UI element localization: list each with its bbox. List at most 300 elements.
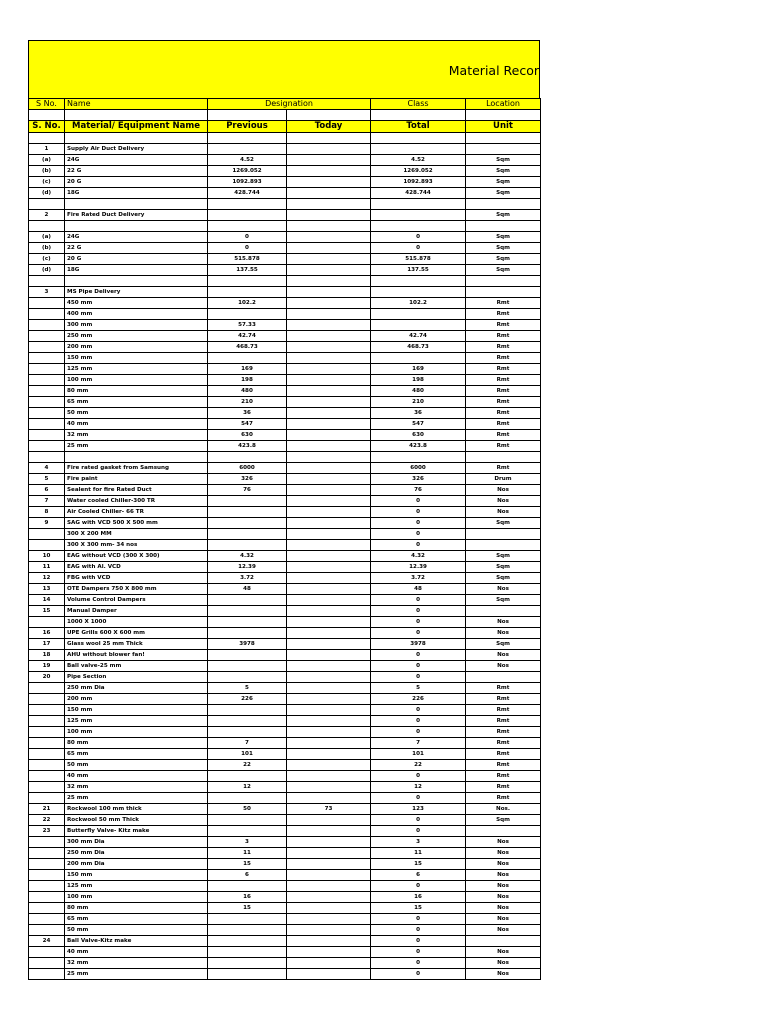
table-cell[interactable]	[287, 771, 371, 782]
table-cell[interactable]: Rmt	[466, 694, 541, 705]
table-cell[interactable]: 15	[29, 606, 65, 617]
table-cell[interactable]: 0	[371, 540, 466, 551]
table-cell[interactable]	[287, 562, 371, 573]
table-cell[interactable]: Nos	[466, 661, 541, 672]
table-cell[interactable]: 0	[371, 606, 466, 617]
table-cell[interactable]	[371, 353, 466, 364]
header-cell[interactable]: Material/ Equipment Name	[65, 121, 208, 133]
table-cell[interactable]	[29, 925, 65, 936]
table-cell[interactable]	[208, 705, 287, 716]
table-cell[interactable]: Rmt	[466, 749, 541, 760]
table-cell[interactable]	[29, 892, 65, 903]
table-cell[interactable]: 21	[29, 804, 65, 815]
table-cell[interactable]: 468.73	[371, 342, 466, 353]
table-cell[interactable]	[287, 727, 371, 738]
table-cell[interactable]: 150 mm	[65, 353, 208, 364]
table-cell[interactable]	[287, 969, 371, 980]
table-cell[interactable]: 0	[371, 595, 466, 606]
table-cell[interactable]: (a)	[29, 155, 65, 166]
table-cell[interactable]: Rmt	[466, 738, 541, 749]
table-cell[interactable]: Sqm	[466, 254, 541, 265]
table-cell[interactable]: 0	[371, 958, 466, 969]
table-cell[interactable]	[29, 859, 65, 870]
table-cell[interactable]	[287, 628, 371, 639]
table-cell[interactable]	[466, 826, 541, 837]
header-cell[interactable]: Location	[466, 99, 541, 110]
table-cell[interactable]: 48	[371, 584, 466, 595]
header-cell[interactable]: S No.	[29, 99, 65, 110]
table-cell[interactable]: Rmt	[466, 298, 541, 309]
table-cell[interactable]	[65, 133, 208, 144]
table-cell[interactable]: 428.744	[371, 188, 466, 199]
table-cell[interactable]	[287, 331, 371, 342]
table-cell[interactable]: 65 mm	[65, 749, 208, 760]
table-cell[interactable]: MS Pipe Delivery	[65, 287, 208, 298]
table-cell[interactable]: 300 X 200 MM	[65, 529, 208, 540]
table-cell[interactable]	[208, 716, 287, 727]
table-cell[interactable]	[208, 595, 287, 606]
table-cell[interactable]: Sqm	[466, 155, 541, 166]
table-cell[interactable]: Rmt	[466, 793, 541, 804]
table-cell[interactable]: 210	[371, 397, 466, 408]
table-cell[interactable]	[287, 221, 371, 232]
table-cell[interactable]	[208, 947, 287, 958]
table-cell[interactable]: 23	[29, 826, 65, 837]
table-cell[interactable]	[208, 826, 287, 837]
table-cell[interactable]	[29, 947, 65, 958]
table-cell[interactable]: 12.39	[208, 562, 287, 573]
table-cell[interactable]: 17	[29, 639, 65, 650]
table-cell[interactable]	[287, 210, 371, 221]
table-cell[interactable]: 80 mm	[65, 386, 208, 397]
table-cell[interactable]: Nos	[466, 947, 541, 958]
table-cell[interactable]: Drum	[466, 474, 541, 485]
table-cell[interactable]: Nos	[466, 903, 541, 914]
table-cell[interactable]: Nos	[466, 617, 541, 628]
table-cell[interactable]: 11	[29, 562, 65, 573]
table-cell[interactable]	[29, 353, 65, 364]
table-cell[interactable]: 101	[371, 749, 466, 760]
header-cell[interactable]: Class	[371, 99, 466, 110]
table-cell[interactable]	[287, 793, 371, 804]
table-cell[interactable]: Sqm	[466, 518, 541, 529]
table-cell[interactable]: Nos	[466, 485, 541, 496]
table-cell[interactable]: (c)	[29, 177, 65, 188]
table-cell[interactable]	[208, 210, 287, 221]
table-cell[interactable]	[287, 914, 371, 925]
table-cell[interactable]	[466, 199, 541, 210]
table-cell[interactable]: 300 mm	[65, 320, 208, 331]
table-cell[interactable]: 18G	[65, 188, 208, 199]
header-cell[interactable]: Total	[371, 121, 466, 133]
table-cell[interactable]	[208, 925, 287, 936]
table-cell[interactable]: 42.74	[371, 331, 466, 342]
table-cell[interactable]: 7	[29, 496, 65, 507]
table-cell[interactable]	[287, 672, 371, 683]
table-cell[interactable]: 400 mm	[65, 309, 208, 320]
table-cell[interactable]	[208, 969, 287, 980]
table-cell[interactable]	[208, 507, 287, 518]
table-cell[interactable]	[208, 727, 287, 738]
table-cell[interactable]	[287, 364, 371, 375]
table-cell[interactable]	[287, 529, 371, 540]
table-cell[interactable]: Rmt	[466, 386, 541, 397]
table-cell[interactable]: 6	[371, 870, 466, 881]
table-cell[interactable]	[287, 595, 371, 606]
table-cell[interactable]: Ball valve-25 mm	[65, 661, 208, 672]
table-cell[interactable]: 76	[371, 485, 466, 496]
table-cell[interactable]: 22	[208, 760, 287, 771]
table-cell[interactable]: 1269.052	[371, 166, 466, 177]
table-cell[interactable]: Sqm	[466, 595, 541, 606]
table-cell[interactable]: 8	[29, 507, 65, 518]
table-cell[interactable]: 326	[371, 474, 466, 485]
table-cell[interactable]: 0	[371, 518, 466, 529]
table-cell[interactable]: 200 mm	[65, 342, 208, 353]
table-cell[interactable]: 250 mm Dia	[65, 683, 208, 694]
table-cell[interactable]: 7	[208, 738, 287, 749]
table-cell[interactable]: 137.55	[208, 265, 287, 276]
header-cell[interactable]: S. No.	[29, 121, 65, 133]
table-cell[interactable]: 3.72	[371, 573, 466, 584]
table-cell[interactable]: 137.55	[371, 265, 466, 276]
table-cell[interactable]	[29, 694, 65, 705]
table-cell[interactable]: 32 mm	[65, 430, 208, 441]
table-cell[interactable]	[287, 474, 371, 485]
table-cell[interactable]: Sqm	[466, 243, 541, 254]
table-cell[interactable]: 5	[208, 683, 287, 694]
table-cell[interactable]	[208, 518, 287, 529]
table-cell[interactable]	[208, 452, 287, 463]
table-cell[interactable]: 450 mm	[65, 298, 208, 309]
table-cell[interactable]: Rmt	[466, 320, 541, 331]
table-cell[interactable]	[287, 155, 371, 166]
table-cell[interactable]: Rmt	[466, 375, 541, 386]
table-cell[interactable]	[287, 199, 371, 210]
header-cell[interactable]: Previous	[208, 121, 287, 133]
table-cell[interactable]	[29, 958, 65, 969]
table-cell[interactable]	[65, 276, 208, 287]
table-cell[interactable]: 468.73	[208, 342, 287, 353]
table-cell[interactable]	[287, 496, 371, 507]
table-cell[interactable]: Nos	[466, 496, 541, 507]
table-cell[interactable]	[287, 133, 371, 144]
table-cell[interactable]: 150 mm	[65, 705, 208, 716]
table-cell[interactable]: (a)	[29, 232, 65, 243]
table-cell[interactable]: Nos	[466, 958, 541, 969]
table-cell[interactable]	[287, 859, 371, 870]
table-cell[interactable]: EAG with Al. VCD	[65, 562, 208, 573]
table-cell[interactable]: 32 mm	[65, 958, 208, 969]
table-cell[interactable]: 200 mm	[65, 694, 208, 705]
table-cell[interactable]	[287, 848, 371, 859]
table-cell[interactable]	[287, 892, 371, 903]
table-cell[interactable]: 12.39	[371, 562, 466, 573]
table-cell[interactable]	[287, 342, 371, 353]
table-cell[interactable]: 0	[371, 716, 466, 727]
table-cell[interactable]: 80 mm	[65, 903, 208, 914]
header-cell[interactable]: Today	[287, 121, 371, 133]
table-cell[interactable]: 428.744	[208, 188, 287, 199]
table-cell[interactable]: 6000	[208, 463, 287, 474]
table-cell[interactable]	[29, 529, 65, 540]
table-cell[interactable]	[466, 936, 541, 947]
table-cell[interactable]: SAG with VCD 500 X 500 mm	[65, 518, 208, 529]
table-cell[interactable]	[287, 716, 371, 727]
table-cell[interactable]: OTE Dampers 750 X 800 mm	[65, 584, 208, 595]
table-cell[interactable]: 123	[371, 804, 466, 815]
table-cell[interactable]: (b)	[29, 166, 65, 177]
table-cell[interactable]	[287, 485, 371, 496]
table-cell[interactable]	[208, 661, 287, 672]
table-cell[interactable]	[287, 177, 371, 188]
table-cell[interactable]: 5	[29, 474, 65, 485]
table-cell[interactable]	[29, 738, 65, 749]
table-cell[interactable]: 1269.052	[208, 166, 287, 177]
table-cell[interactable]: 515.878	[208, 254, 287, 265]
table-cell[interactable]: 76	[208, 485, 287, 496]
table-cell[interactable]: 57.33	[208, 320, 287, 331]
table-cell[interactable]: 250 mm	[65, 331, 208, 342]
table-cell[interactable]: 480	[208, 386, 287, 397]
table-cell[interactable]	[287, 694, 371, 705]
table-cell[interactable]: 19	[29, 661, 65, 672]
table-cell[interactable]	[287, 353, 371, 364]
table-cell[interactable]: Volume Control Dampers	[65, 595, 208, 606]
table-cell[interactable]: Sqm	[466, 573, 541, 584]
table-cell[interactable]: 547	[208, 419, 287, 430]
table-cell[interactable]	[287, 617, 371, 628]
table-cell[interactable]	[29, 364, 65, 375]
table-cell[interactable]	[287, 903, 371, 914]
table-cell[interactable]: 125 mm	[65, 364, 208, 375]
table-cell[interactable]: 50	[208, 804, 287, 815]
table-cell[interactable]	[287, 881, 371, 892]
table-cell[interactable]	[287, 650, 371, 661]
table-cell[interactable]: 3	[208, 837, 287, 848]
table-cell[interactable]: 24	[29, 936, 65, 947]
table-cell[interactable]	[29, 848, 65, 859]
table-cell[interactable]: (d)	[29, 265, 65, 276]
table-cell[interactable]: 48	[208, 584, 287, 595]
table-cell[interactable]: Nos	[466, 925, 541, 936]
table-cell[interactable]	[29, 683, 65, 694]
table-cell[interactable]: 25 mm	[65, 793, 208, 804]
table-cell[interactable]	[466, 276, 541, 287]
table-cell[interactable]	[287, 298, 371, 309]
table-cell[interactable]	[466, 221, 541, 232]
table-cell[interactable]: 13	[29, 584, 65, 595]
table-cell[interactable]: 36	[208, 408, 287, 419]
table-cell[interactable]	[29, 716, 65, 727]
table-cell[interactable]: 22	[29, 815, 65, 826]
table-cell[interactable]	[287, 639, 371, 650]
table-cell[interactable]: Sqm	[466, 815, 541, 826]
table-cell[interactable]: Nos	[466, 870, 541, 881]
table-cell[interactable]: Nos	[466, 859, 541, 870]
table-cell[interactable]: Rmt	[466, 430, 541, 441]
table-cell[interactable]	[371, 144, 466, 155]
table-cell[interactable]: 65 mm	[65, 914, 208, 925]
table-cell[interactable]	[371, 287, 466, 298]
table-cell[interactable]: 630	[371, 430, 466, 441]
table-cell[interactable]: Fire paint	[65, 474, 208, 485]
table-cell[interactable]: 24G	[65, 155, 208, 166]
table-cell[interactable]: Water cooled Chiller-300 TR	[65, 496, 208, 507]
table-cell[interactable]	[371, 452, 466, 463]
table-cell[interactable]: 423.8	[371, 441, 466, 452]
table-cell[interactable]	[287, 870, 371, 881]
table-cell[interactable]: 18G	[65, 265, 208, 276]
table-cell[interactable]	[208, 881, 287, 892]
table-cell[interactable]: Rmt	[466, 364, 541, 375]
table-cell[interactable]: 12	[371, 782, 466, 793]
table-cell[interactable]	[287, 276, 371, 287]
table-cell[interactable]	[29, 452, 65, 463]
table-cell[interactable]: 169	[208, 364, 287, 375]
table-cell[interactable]	[287, 837, 371, 848]
table-cell[interactable]: 6	[208, 870, 287, 881]
table-cell[interactable]	[287, 507, 371, 518]
table-cell[interactable]: Sealent for fire Rated Duct	[65, 485, 208, 496]
table-cell[interactable]: Nos	[466, 650, 541, 661]
table-cell[interactable]: 25 mm	[65, 969, 208, 980]
table-cell[interactable]: 100 mm	[65, 892, 208, 903]
table-cell[interactable]	[29, 133, 65, 144]
table-cell[interactable]	[287, 397, 371, 408]
table-cell[interactable]	[29, 408, 65, 419]
table-cell[interactable]: 25 mm	[65, 441, 208, 452]
table-cell[interactable]: 15	[208, 903, 287, 914]
table-cell[interactable]: Nos	[466, 584, 541, 595]
table-cell[interactable]: Rmt	[466, 705, 541, 716]
table-cell[interactable]: 42.74	[208, 331, 287, 342]
table-cell[interactable]	[208, 199, 287, 210]
table-cell[interactable]	[29, 760, 65, 771]
table-cell[interactable]: 0	[371, 969, 466, 980]
table-cell[interactable]: 0	[371, 232, 466, 243]
table-cell[interactable]	[287, 408, 371, 419]
table-cell[interactable]	[29, 749, 65, 760]
table-cell[interactable]: 1092.893	[208, 177, 287, 188]
table-cell[interactable]: 300 mm Dia	[65, 837, 208, 848]
table-cell[interactable]: 3978	[371, 639, 466, 650]
table-cell[interactable]: 0	[371, 914, 466, 925]
table-cell[interactable]	[371, 309, 466, 320]
table-cell[interactable]	[287, 573, 371, 584]
table-cell[interactable]: 480	[371, 386, 466, 397]
table-cell[interactable]: Rmt	[466, 760, 541, 771]
table-cell[interactable]: 0	[208, 243, 287, 254]
table-cell[interactable]	[29, 903, 65, 914]
table-cell[interactable]	[29, 617, 65, 628]
table-cell[interactable]: Nos	[466, 881, 541, 892]
table-cell[interactable]: 4.32	[371, 551, 466, 562]
table-cell[interactable]: 0	[371, 771, 466, 782]
table-cell[interactable]: FBG with VCD	[65, 573, 208, 584]
table-cell[interactable]: 3	[371, 837, 466, 848]
table-cell[interactable]: 18	[29, 650, 65, 661]
table-cell[interactable]: Sqm	[466, 551, 541, 562]
table-cell[interactable]	[287, 463, 371, 474]
table-cell[interactable]: 0	[371, 661, 466, 672]
table-cell[interactable]: Pipe Section	[65, 672, 208, 683]
table-cell[interactable]	[29, 331, 65, 342]
table-cell[interactable]	[287, 540, 371, 551]
table-cell[interactable]	[29, 969, 65, 980]
table-cell[interactable]	[466, 144, 541, 155]
table-cell[interactable]: 7	[371, 738, 466, 749]
table-cell[interactable]: Rmt	[466, 782, 541, 793]
table-cell[interactable]: 0	[371, 793, 466, 804]
table-cell[interactable]: 15	[371, 859, 466, 870]
table-cell[interactable]: Rmt	[466, 771, 541, 782]
table-cell[interactable]	[287, 144, 371, 155]
table-cell[interactable]: Sqm	[466, 166, 541, 177]
table-cell[interactable]	[29, 837, 65, 848]
table-cell[interactable]: 125 mm	[65, 716, 208, 727]
header-cell[interactable]: Unit	[466, 121, 541, 133]
table-cell[interactable]	[466, 529, 541, 540]
table-cell[interactable]: Nos	[466, 628, 541, 639]
table-cell[interactable]	[371, 133, 466, 144]
table-cell[interactable]	[208, 276, 287, 287]
table-cell[interactable]: 1000 X 1000	[65, 617, 208, 628]
table-cell[interactable]	[287, 232, 371, 243]
table-cell[interactable]: Nos	[466, 837, 541, 848]
table-cell[interactable]: 20 G	[65, 254, 208, 265]
table-cell[interactable]	[29, 870, 65, 881]
table-cell[interactable]: 50 mm	[65, 760, 208, 771]
table-cell[interactable]	[208, 309, 287, 320]
table-cell[interactable]	[287, 254, 371, 265]
table-cell[interactable]: 0	[371, 672, 466, 683]
table-cell[interactable]: 0	[371, 727, 466, 738]
table-cell[interactable]: Butterfly Valve- Kitz make	[65, 826, 208, 837]
table-cell[interactable]: EAG without VCD (300 X 300)	[65, 551, 208, 562]
table-cell[interactable]: 20 G	[65, 177, 208, 188]
table-cell[interactable]: (b)	[29, 243, 65, 254]
table-cell[interactable]: 169	[371, 364, 466, 375]
table-cell[interactable]: 0	[371, 650, 466, 661]
table-cell[interactable]: 250 mm Dia	[65, 848, 208, 859]
table-cell[interactable]: Sqm	[466, 639, 541, 650]
table-cell[interactable]	[287, 661, 371, 672]
table-cell[interactable]	[29, 782, 65, 793]
table-cell[interactable]	[287, 705, 371, 716]
table-cell[interactable]: Fire rated gasket from Samsung	[65, 463, 208, 474]
table-cell[interactable]: 16	[208, 892, 287, 903]
table-cell[interactable]: Fire Rated Duct Delivery	[65, 210, 208, 221]
table-cell[interactable]: 630	[208, 430, 287, 441]
table-cell[interactable]: Sqm	[466, 562, 541, 573]
table-cell[interactable]	[208, 628, 287, 639]
table-cell[interactable]: Nos	[466, 848, 541, 859]
table-cell[interactable]	[29, 320, 65, 331]
table-cell[interactable]: 125 mm	[65, 881, 208, 892]
table-cell[interactable]	[287, 518, 371, 529]
table-cell[interactable]: 4.52	[208, 155, 287, 166]
table-cell[interactable]	[208, 958, 287, 969]
table-cell[interactable]: Rmt	[466, 441, 541, 452]
table-cell[interactable]: Nos	[466, 969, 541, 980]
table-cell[interactable]: 0	[371, 507, 466, 518]
table-cell[interactable]	[371, 320, 466, 331]
table-cell[interactable]	[208, 617, 287, 628]
table-cell[interactable]: Rmt	[466, 716, 541, 727]
table-cell[interactable]	[29, 276, 65, 287]
table-cell[interactable]	[208, 771, 287, 782]
